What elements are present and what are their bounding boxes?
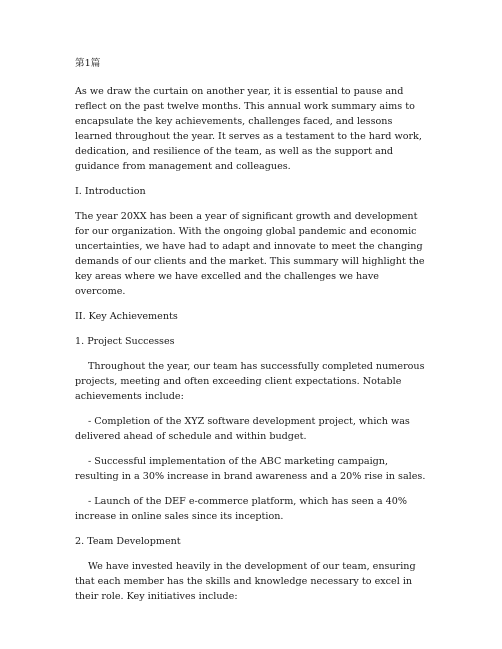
- subsection-heading-team-development: 2. Team Development: [75, 536, 181, 547]
- document-page: [75, 56, 427, 614]
- page-label: 第1篇: [75, 58, 101, 69]
- list-item: - Successful implementation of the ABC marketing campaign, resulting in a 30% increase in brand awareness and a 20% rise in sales.: [75, 456, 426, 482]
- team-development-paragraph: We have invested heavily in the development of our team, ensuring that each member has the skills and knowledge necessary to excel in their role. Key initiatives include:: [75, 561, 416, 602]
- section-heading-introduction: I. Introduction: [75, 186, 146, 197]
- project-successes-paragraph: Throughout the year, our team has successfully completed numerous projects, meeting and often exceeding client expectations. Notable achievements include:: [75, 361, 425, 402]
- list-item: - Launch of the DEF e-commerce platform, which has seen a 40% increase in online sales since its inception.: [75, 496, 407, 522]
- introduction-paragraph: The year 20XX has been a year of significant growth and development for our organization. With the ongoing global pandemic and economic uncertainties, we have had to adapt and innovate to meet the changing demands of our clients and the market. This summary will highlight the key areas where we have excelled and the challenges we have overcome.: [75, 211, 425, 297]
- intro-paragraph: As we draw the curtain on another year, it is essential to pause and reflect on the past twelve months. This annual work summary aims to encapsulate the key achievements, challenges faced, and lessons learned throughout the year. It serves as a testament to the hard work, dedication, and resilience of the team, as well as the support and guidance from management and colleagues.: [75, 86, 422, 172]
- subsection-heading-project-successes: 1. Project Successes: [75, 336, 175, 347]
- list-item: - Completion of the XYZ software development project, which was delivered ahead of schedule and within budget.: [75, 416, 410, 442]
- section-heading-key-achievements: II. Key Achievements: [75, 311, 178, 322]
